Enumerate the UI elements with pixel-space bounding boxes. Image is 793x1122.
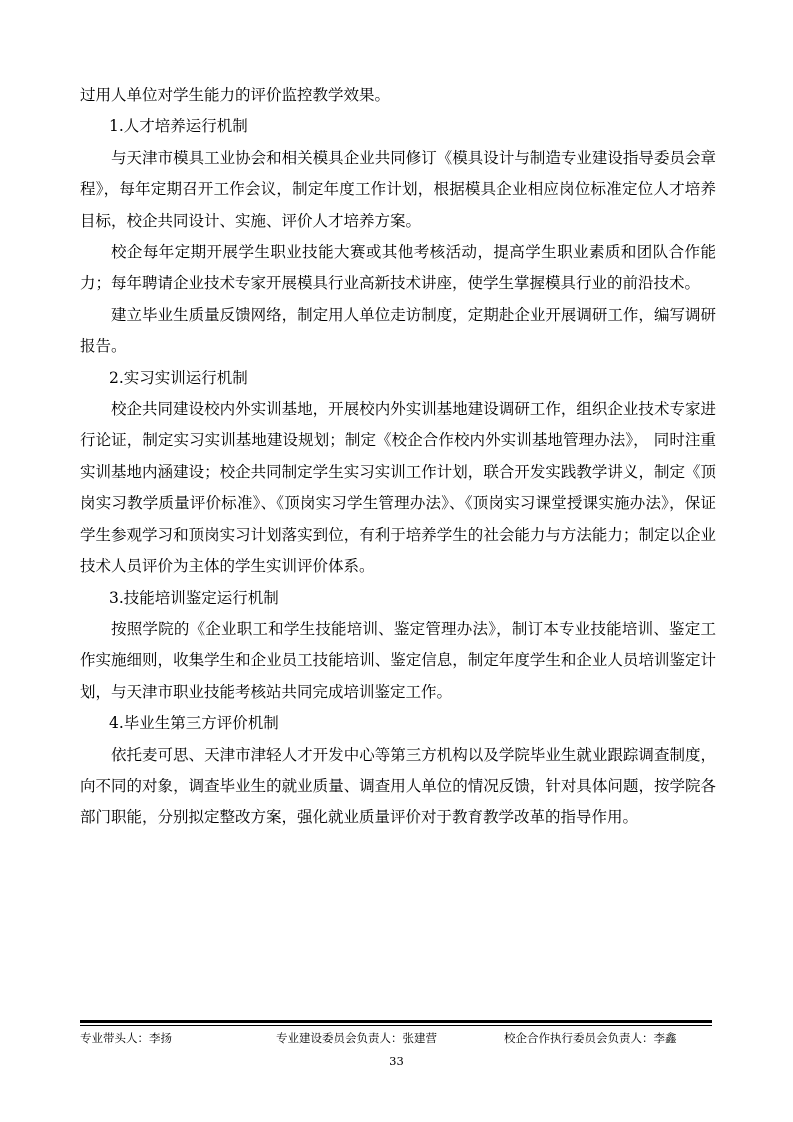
document-body bbox=[80, 80, 716, 834]
paragraph: 依托麦可思、天津市津轻人才开发中心等第三方机构以及学院毕业生就业跟踪调查制度，向不同的对象，调查毕业生的就业质量、调查用人单位的情况反馈，针对具体问题，按学院各部门职能，分别拟定整改方案，强化就业质量评价对于教育教学改革的指导作用。 bbox=[80, 745, 716, 827]
section-heading-1: 1.人才培养运行机制 bbox=[109, 117, 248, 136]
footer-committee-head: 专业建设委员会负责人：张建营 bbox=[276, 1031, 437, 1045]
paragraph: 建立毕业生质量反馈网络，制定用人单位走访制度，定期赴企业开展调研工作，编写调研报告。 bbox=[80, 305, 716, 356]
footer-cooperation-head: 校企合作执行委员会负责人：李鑫 bbox=[504, 1031, 677, 1045]
paragraph-continuation: 过用人单位对学生能力的评价监控教学效果。 bbox=[80, 86, 391, 104]
paragraph: 校企每年定期开展学生职业技能大赛或其他考核活动，提高学生职业素质和团队合作能力；每年聘请企业技术专家开展模具行业高新技术讲座，使学生掌握模具行业的前沿技术。 bbox=[80, 243, 716, 293]
section-heading-4: 4.毕业生第三方评价机制 bbox=[109, 714, 279, 733]
paragraph: 校企共同建设校内外实训基地，开展校内外实训基地建设调研工作，组织企业技术专家进行论证，制定实习实训基地建设规划；制定《校企合作校内外实训基地管理办法》， 同时注重实训基地内涵建设；校企共同制定学生实习实训工作计划，联合开发实践教学讲义，制定《顶岗实习教学质量评价标准》、《顶岗实习学生管理办法》、《顶岗实习课堂授课实施办法》，保证学生参观学习和顶岗实习计划落实到位，有利于培养学生的社会能力与方法能力；制定以企业技术人员评价为主体的学生实训评价体系。 bbox=[80, 400, 716, 576]
paragraph: 按照学院的《企业职工和学生技能培训、鉴定管理办法》，制订本专业技能培训、鉴定工作实施细则，收集学生和企业员工技能培训、鉴定信息，制定年度学生和企业人员培训鉴定计划，与天津市职业技能考核站共同完成培训鉴定工作。 bbox=[80, 619, 716, 701]
page-number: 33 bbox=[389, 1054, 404, 1068]
paragraph: 与天津市模具工业协会和相关模具企业共同修订《模具设计与制造专业建设指导委员会章程》，每年定期召开工作会议，制定年度工作计划，根据模具企业相应岗位标准定位人才培养目标，校企共同设计、实施、评价人才培养方案。 bbox=[80, 148, 716, 230]
footer-program-lead: 专业带头人：李扬 bbox=[80, 1031, 172, 1045]
section-heading-3: 3.技能培训鉴定运行机制 bbox=[109, 588, 279, 607]
section-heading-2: 2.实习实训运行机制 bbox=[109, 368, 248, 387]
footer-rule-thick bbox=[80, 1020, 712, 1023]
footer-rule-thin bbox=[80, 1025, 712, 1026]
